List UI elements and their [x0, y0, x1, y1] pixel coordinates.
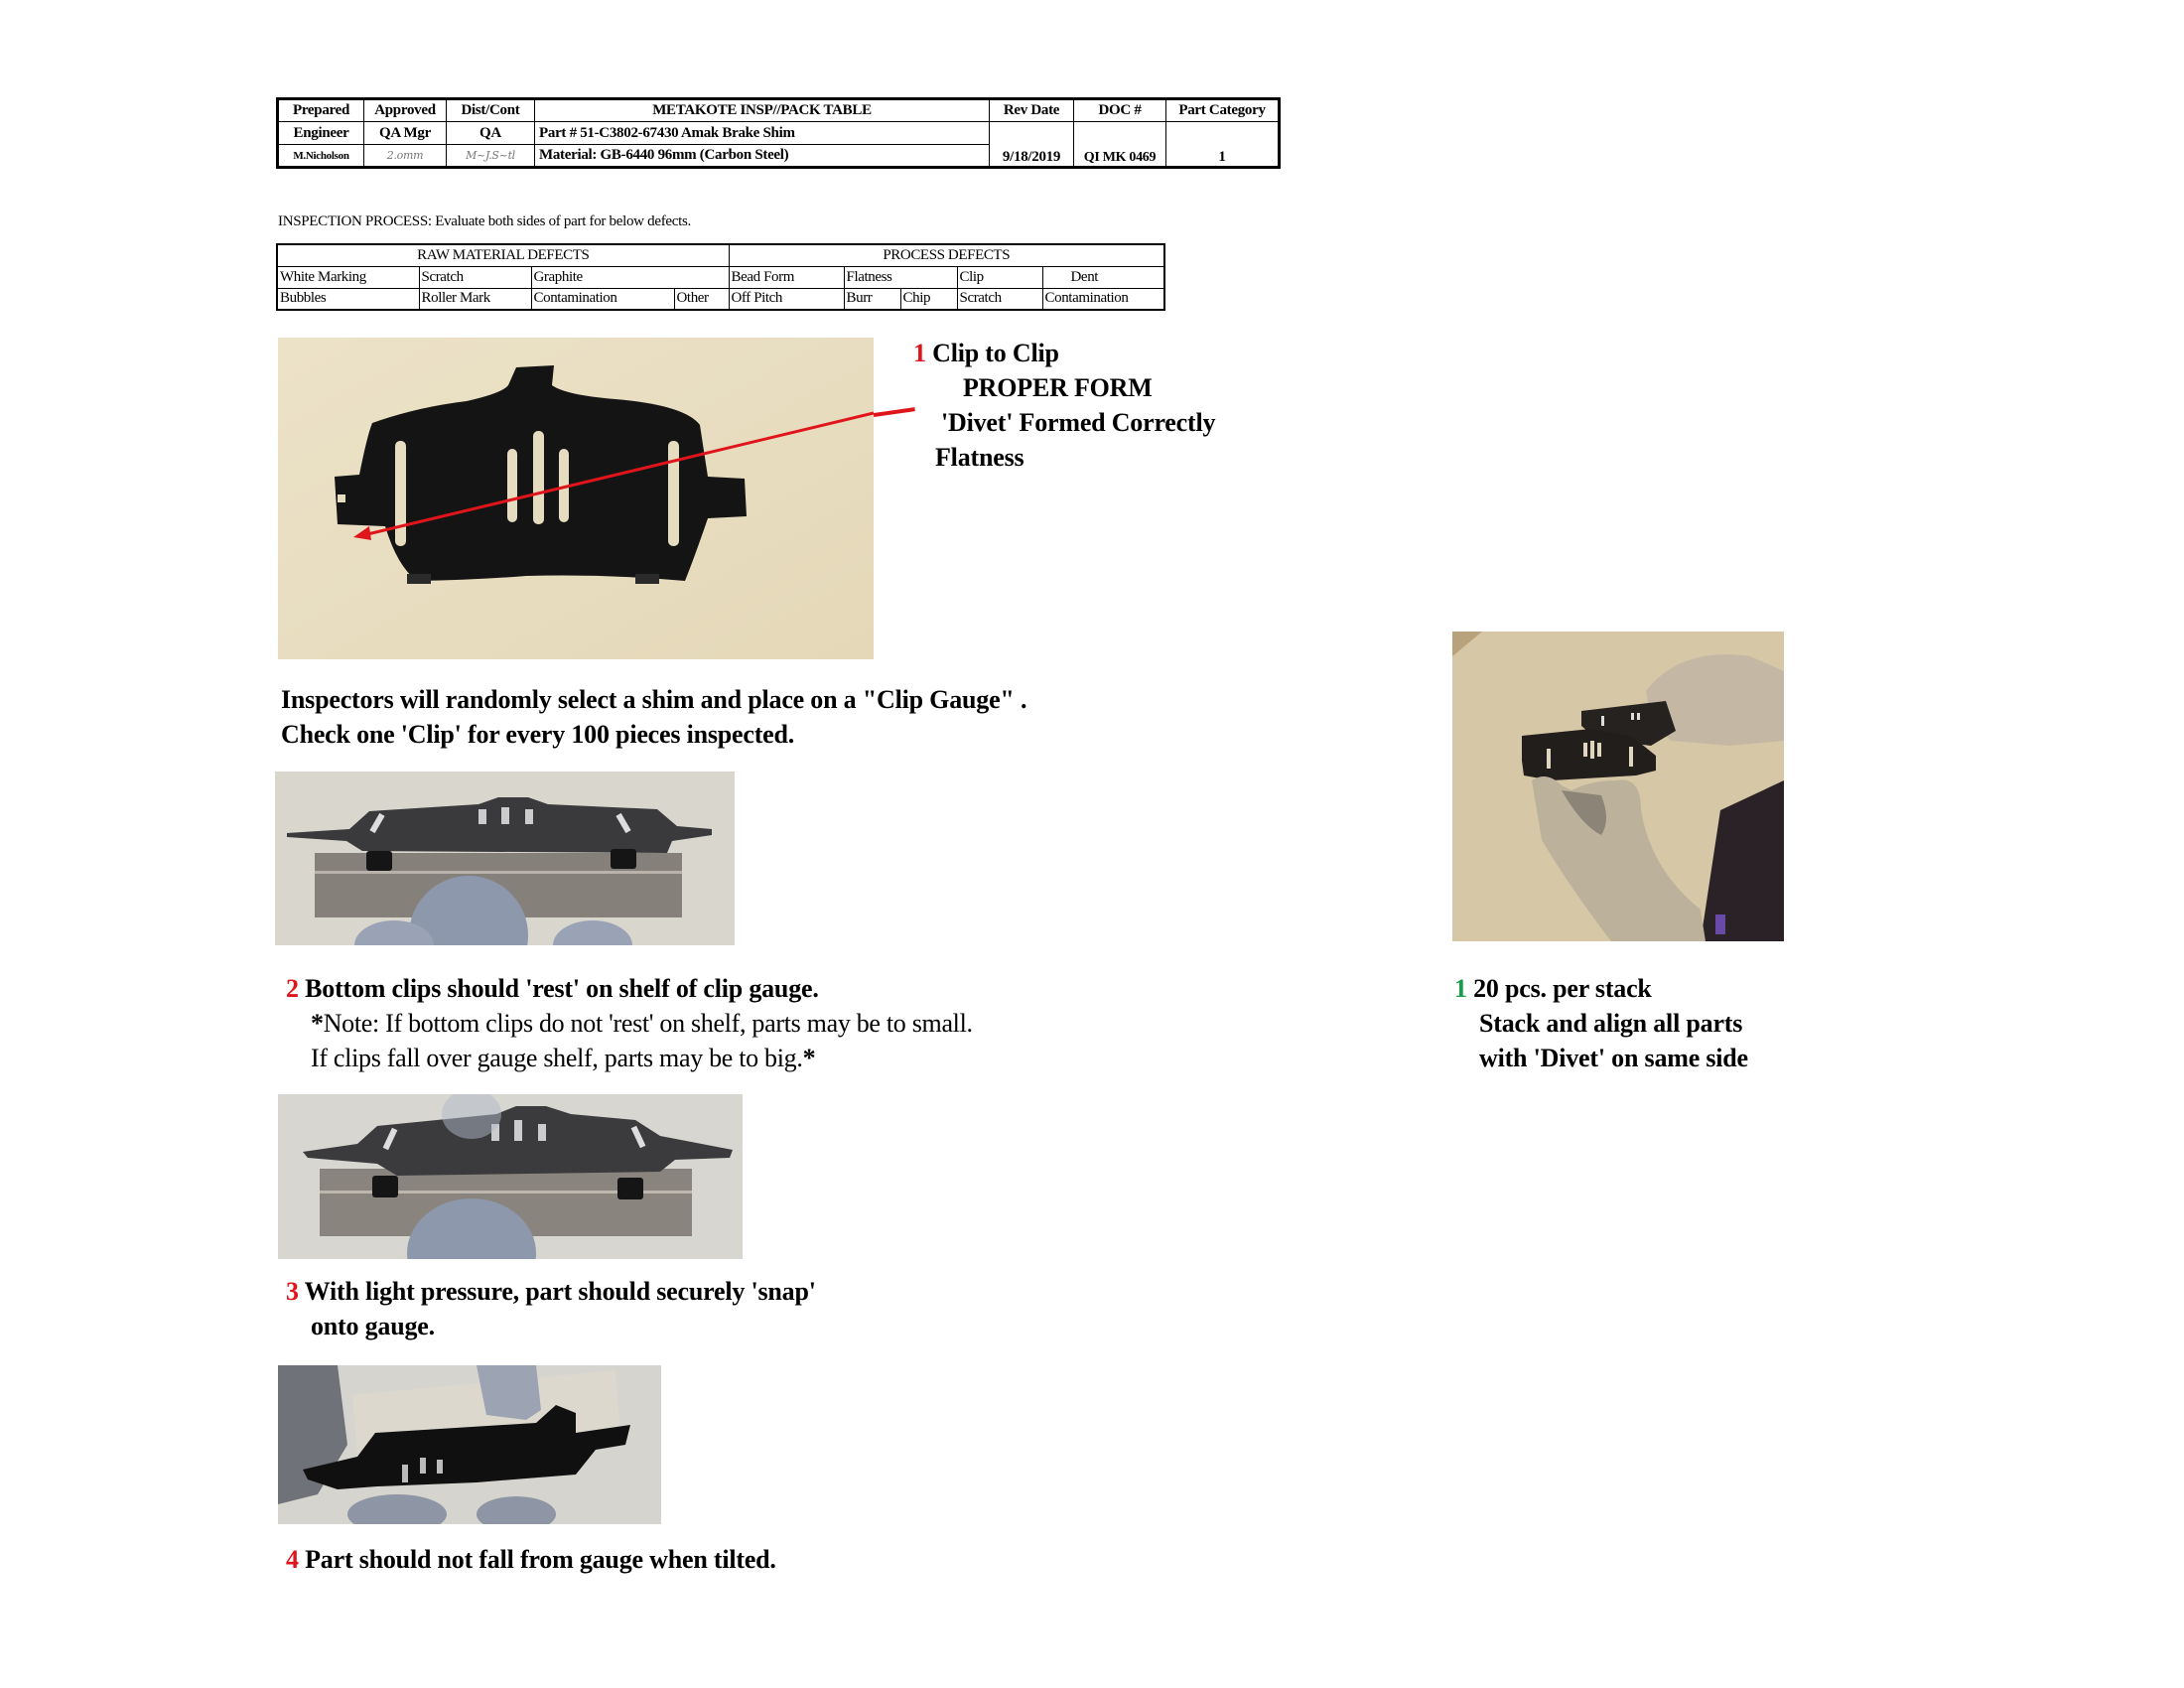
step4-text: Part should not fall from gauge when tilted. [305, 1545, 776, 1574]
step3-text1: With light pressure, part should securely 'snap' [304, 1277, 816, 1306]
pack-step-number: 1 [1454, 974, 1467, 1003]
defects-header-row [277, 244, 1164, 266]
defect-roller-mark: Roller Mark [419, 288, 531, 310]
defects-row-2 [277, 288, 1164, 310]
pack-step-line1 [1454, 971, 1652, 1006]
raw-material-defects-header: RAW MATERIAL DEFECTS [277, 244, 729, 266]
defect-chip: Chip [900, 288, 957, 310]
step2-title-line [286, 971, 819, 1006]
prepared-role: Engineer [278, 122, 364, 145]
inspection-process-text: INSPECTION PROCESS: Evaluate both sides of part for below defects. [278, 213, 691, 229]
defects-table [276, 243, 1165, 311]
defect-flatness: Flatness [844, 266, 957, 288]
step1-number: 1 [913, 339, 926, 367]
step1-flatness: Flatness [935, 443, 1024, 472]
rev-date-spacer [990, 122, 1074, 145]
step3-number: 3 [286, 1277, 299, 1306]
shim-tilted-gauge-photo [278, 1365, 661, 1524]
step4-line1 [286, 1542, 776, 1577]
shim-snap-gauge-photo [278, 1094, 743, 1259]
step3-line2: onto gauge. [311, 1312, 435, 1340]
step2-note-line1 [311, 1006, 973, 1041]
inspectors-note-line1: Inspectors will randomly select a shim and place on a "Clip Gauge" . [281, 685, 1027, 714]
inspectors-note-line2: Check one 'Clip' for every 100 pieces inspected. [281, 720, 795, 749]
approved-signature-text: 2.omm [386, 149, 424, 162]
step4-number: 4 [286, 1545, 299, 1574]
process-defects-header: PROCESS DEFECTS [729, 244, 1164, 266]
dist-cont-label: Dist/Cont [447, 99, 535, 122]
step1-divet: 'Divet' Formed Correctly [941, 408, 1216, 437]
step3-line1 [286, 1274, 816, 1309]
defect-contamination-process: Contamination [1042, 288, 1164, 310]
doc-number-label: DOC # [1074, 99, 1166, 122]
defect-graphite: Graphite [531, 266, 729, 288]
dist-signature-text: M~J.S~tl [466, 149, 515, 162]
defect-bubbles: Bubbles [277, 288, 419, 310]
step1-line1 [913, 336, 1059, 370]
defect-scratch: Scratch [419, 266, 531, 288]
header-row-1 [278, 99, 1280, 122]
step2-title: Bottom clips should 'rest' on shelf of clip gauge. [305, 974, 819, 1003]
defect-dent: Dent [1042, 266, 1164, 288]
doc-number-value: QI MK 0469 [1074, 145, 1166, 168]
part-category-label: Part Category [1166, 99, 1280, 122]
defect-other: Other [674, 288, 729, 310]
defect-bead-form: Bead Form [729, 266, 844, 288]
defect-burr: Burr [844, 288, 900, 310]
arrow-line-extension [874, 407, 915, 417]
step1-proper-form: PROPER FORM [963, 373, 1153, 402]
approved-label: Approved [364, 99, 447, 122]
prepared-name: M.Nicholson [278, 145, 364, 168]
rev-date-label: Rev Date [990, 99, 1074, 122]
part-number: Part # 51-C3802-67430 Amak Brake Shim [535, 122, 990, 145]
document-title: METAKOTE INSP//PACK TABLE [535, 99, 990, 122]
shim-flat-photo [278, 338, 874, 659]
step2-note-text2: If clips fall over gauge shelf, parts may be to big. [311, 1044, 803, 1072]
doc-number-spacer [1074, 122, 1166, 145]
defect-white-marking: White Marking [277, 266, 419, 288]
pack-step-text1: 20 pcs. per stack [1473, 974, 1652, 1003]
defect-off-pitch: Off Pitch [729, 288, 844, 310]
step2-note-line2 [311, 1041, 815, 1075]
step2-note-star: * [311, 1009, 324, 1038]
header-row-3 [278, 145, 1280, 168]
defects-row-1 [277, 266, 1164, 288]
defect-contamination-raw: Contamination [531, 288, 674, 310]
material: Material: GB-6440 96mm (Carbon Steel) [535, 145, 990, 168]
pack-step-line2: Stack and align all parts [1479, 1009, 1743, 1038]
step2-number: 2 [286, 974, 299, 1003]
dist-role: QA [447, 122, 535, 145]
rev-date-value: 9/18/2019 [990, 145, 1074, 168]
shim-on-gauge-rest-photo [275, 772, 735, 945]
step1-title: Clip to Clip [932, 339, 1059, 367]
part-category-spacer [1166, 122, 1280, 145]
approved-role: QA Mgr [364, 122, 447, 145]
prepared-label: Prepared [278, 99, 364, 122]
step2-note-end-star: * [802, 1044, 816, 1072]
part-category-value: 1 [1166, 145, 1280, 168]
header-row-2 [278, 122, 1280, 145]
step2-note-text1: Note: If bottom clips do not 'rest' on shelf, parts may be to small. [323, 1009, 973, 1038]
approved-signature [364, 145, 447, 168]
header-table [276, 97, 1281, 169]
pack-step-line3: with 'Divet' on same side [1479, 1044, 1748, 1072]
stacking-shims-photo [1452, 632, 1784, 941]
defect-scratch-process: Scratch [957, 288, 1042, 310]
dist-signature [447, 145, 535, 168]
defect-clip: Clip [957, 266, 1042, 288]
